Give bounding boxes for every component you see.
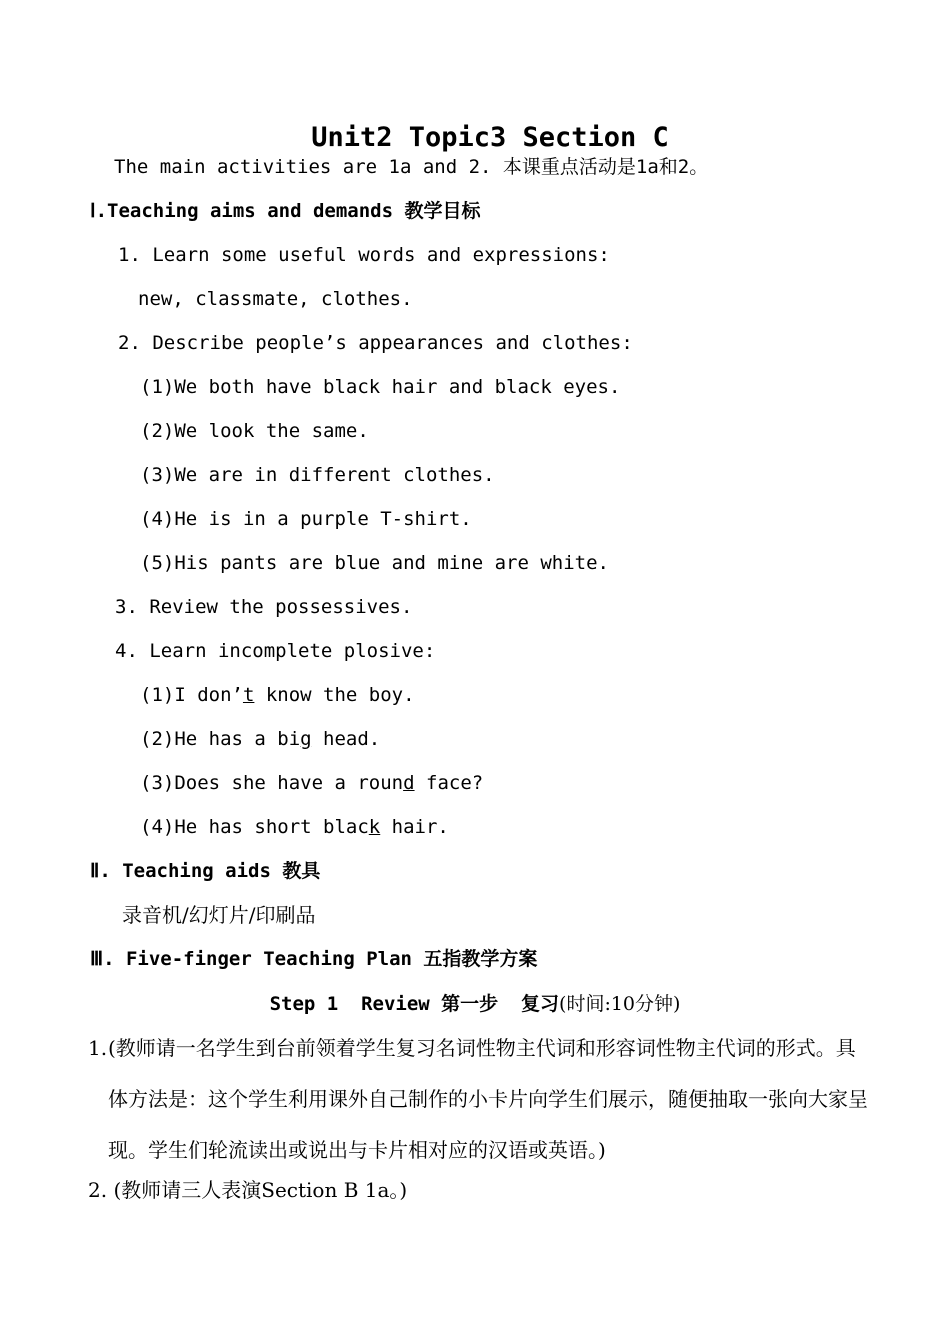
intro-text: The main activities are 1a and 2. 本课重点活动是1a和2。	[114, 156, 709, 178]
aim-item-1-words: new, classmate, clothes.	[138, 288, 413, 310]
section2-heading: Ⅱ. Teaching aids 教具	[90, 860, 321, 882]
section1-heading: Ⅰ.Teaching aims and demands 教学目标	[90, 200, 481, 222]
aim-item-1: 1. Learn some useful words and expressions:	[118, 244, 610, 266]
section3-heading: Ⅲ. Five-finger Teaching Plan 五指教学方案	[90, 948, 538, 970]
step1-item-2: 2. (教师请三人表演Section B 1a。)	[88, 1178, 408, 1202]
step1-item-1-number: 1.	[88, 1036, 108, 1060]
aim-item-3: 3. Review the possessives.	[115, 596, 413, 618]
aim-item-2-sub-4: (4)He is in a purple T-shirt.	[140, 508, 472, 530]
aim-item-2-sub-3: (3)We are in different clothes.	[140, 464, 495, 486]
page-title: Unit2 Topic3 Section C	[311, 122, 669, 153]
plosive-example-2: (2)He has a big head.	[140, 728, 381, 750]
aim-item-2-sub-2: (2)We look the same.	[140, 420, 369, 442]
step-1-heading: Step 1 Review 第一步 复习(时间:10分钟)	[269, 993, 681, 1015]
aim-item-4: 4. Learn incomplete plosive:	[115, 640, 436, 662]
step1-item-1-text: (教师请一名学生到台前领着学生复习名词性物主代词和形容词性物主代词的形式。具体方法是：这个学生利用课外自己制作的小卡片向学生们展示，随便抽取一张向大家呈现。学生们轮流读出或说出与卡片相对应的汉语或英语。)	[108, 1036, 868, 1162]
aim-item-2: 2. Describe people’s appearances and clothes:	[118, 332, 633, 354]
aim-item-2-sub-1: (1)We both have black hair and black eyes.	[140, 376, 621, 398]
teaching-aids-list: 录音机/幻灯片/印刷品	[122, 903, 316, 927]
plosive-example-4: (4)He has short black hair.	[140, 816, 449, 838]
plosive-example-1: (1)I don’t know the boy.	[140, 684, 415, 706]
plosive-example-3: (3)Does she have a round face?	[140, 772, 484, 794]
aim-item-2-sub-5: (5)His pants are blue and mine are white.	[140, 552, 609, 574]
